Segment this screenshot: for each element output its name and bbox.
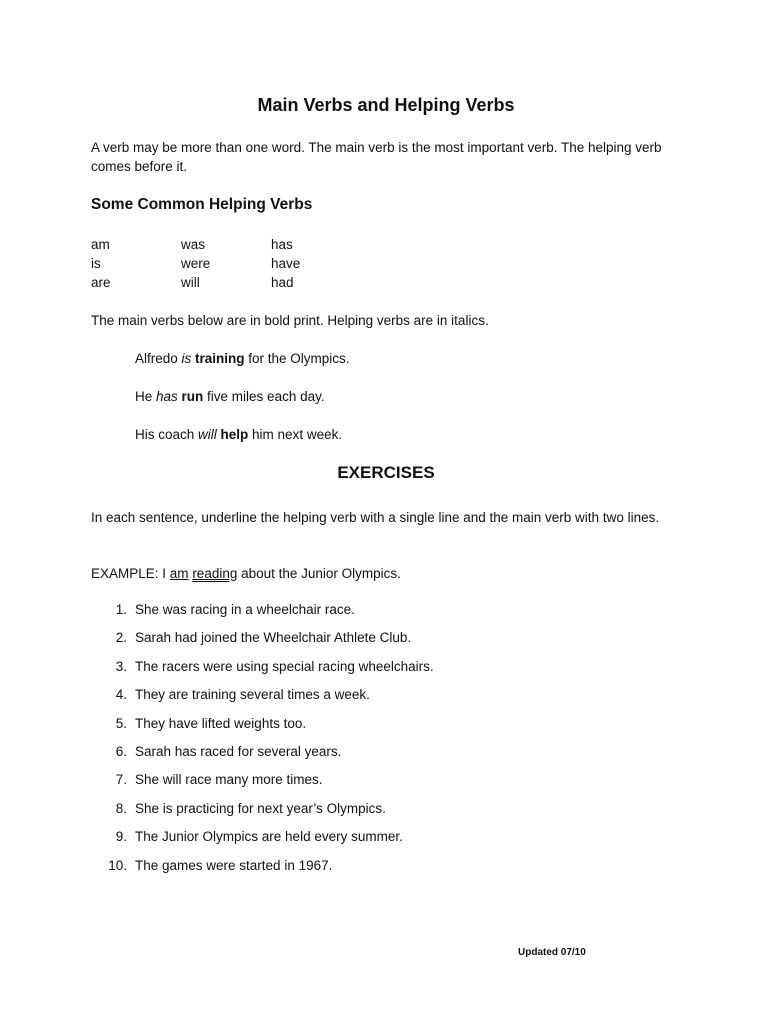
helping-verb-italic: is: [181, 351, 192, 366]
helping-verb: am: [91, 237, 110, 252]
item-text: She will race many more times.: [135, 772, 323, 788]
item-number: 6.: [115, 743, 127, 759]
list-item: [91, 628, 434, 656]
helping-verb-single-underline: am: [169, 566, 189, 581]
item-number: 10.: [108, 857, 127, 873]
helping-verb-italic: has: [156, 389, 178, 404]
main-verb-double-underline: reading: [192, 566, 238, 581]
item-text: Sarah has raced for several years.: [135, 743, 342, 759]
item-text: The Junior Olympics are held every summer.: [135, 829, 403, 845]
item-number: 1.: [115, 602, 127, 617]
updated-date-footer: Updated 07/10: [518, 947, 586, 958]
formatting-note: The main verbs below are in bold print. Helping verbs are in italics.: [91, 313, 489, 328]
worksheet-page: [91, 0, 681, 1024]
helping-verb: were: [181, 256, 211, 271]
helping-verbs-subheading: Some Common Helping Verbs: [91, 196, 313, 213]
item-number: 8.: [115, 800, 127, 816]
item-number: 5.: [115, 715, 127, 731]
example-suffix: about the Junior Olympics.: [237, 566, 401, 581]
list-item: [91, 714, 434, 742]
intro-paragraph: A verb may be more than one word. The main verb is the most important verb. The helping verb comes before it.: [91, 140, 662, 174]
example-sentence: [135, 425, 342, 444]
sentence-text: His coach: [135, 427, 199, 442]
list-item: [91, 770, 434, 798]
main-verb-bold: training: [191, 351, 245, 366]
sentence-text: Alfredo: [135, 351, 182, 366]
helping-verb: are: [91, 275, 111, 290]
helping-verb: will: [181, 275, 200, 290]
item-text: She is practicing for next year’s Olympics.: [135, 800, 386, 816]
example-sentence: [135, 349, 350, 368]
list-item: [91, 657, 434, 685]
helping-verb: has: [271, 237, 293, 252]
helping-verbs-table: [91, 235, 361, 292]
sentence-text: five miles each day.: [203, 389, 325, 404]
item-number: 7.: [115, 772, 127, 788]
exercise-instructions: In each sentence, underline the helping verb with a single line and the main verb with two lines.: [91, 510, 660, 525]
exercise-list: [91, 600, 434, 884]
item-text: Sarah had joined the Wheelchair Athlete Club.: [135, 630, 412, 646]
example-sentence: [135, 387, 325, 406]
list-item: [91, 600, 434, 628]
list-item: [91, 856, 434, 884]
sentence-text: for the Olympics.: [244, 351, 350, 366]
list-item: [91, 827, 434, 855]
item-number: 3.: [115, 658, 127, 674]
item-text: They are training several times a week.: [135, 687, 370, 703]
sentence-text: him next week.: [248, 427, 343, 442]
item-text: The racers were using special racing wheelchairs.: [135, 658, 434, 674]
page-title: Main Verbs and Helping Verbs: [257, 95, 515, 115]
helping-verb-italic: will: [198, 427, 217, 442]
item-text: The games were started in 1967.: [135, 857, 333, 873]
helping-verb: is: [91, 256, 101, 271]
list-item: [91, 685, 434, 713]
helping-verb: have: [271, 256, 301, 271]
item-text: They have lifted weights too.: [135, 715, 307, 731]
example-line: [91, 564, 401, 583]
item-number: 2.: [115, 630, 127, 646]
list-item: [91, 742, 434, 770]
helping-verb: had: [271, 275, 294, 290]
example-prefix: EXAMPLE: I: [91, 566, 170, 581]
main-verb-bold: run: [177, 389, 204, 404]
sentence-text: He: [135, 389, 157, 404]
main-verb-bold: help: [216, 427, 249, 442]
exercises-heading: EXERCISES: [337, 463, 435, 482]
item-number: 9.: [115, 829, 127, 845]
item-text: She was racing in a wheelchair race.: [135, 602, 355, 617]
helping-verb: was: [181, 237, 206, 252]
item-number: 4.: [115, 687, 127, 703]
list-item: [91, 799, 434, 827]
